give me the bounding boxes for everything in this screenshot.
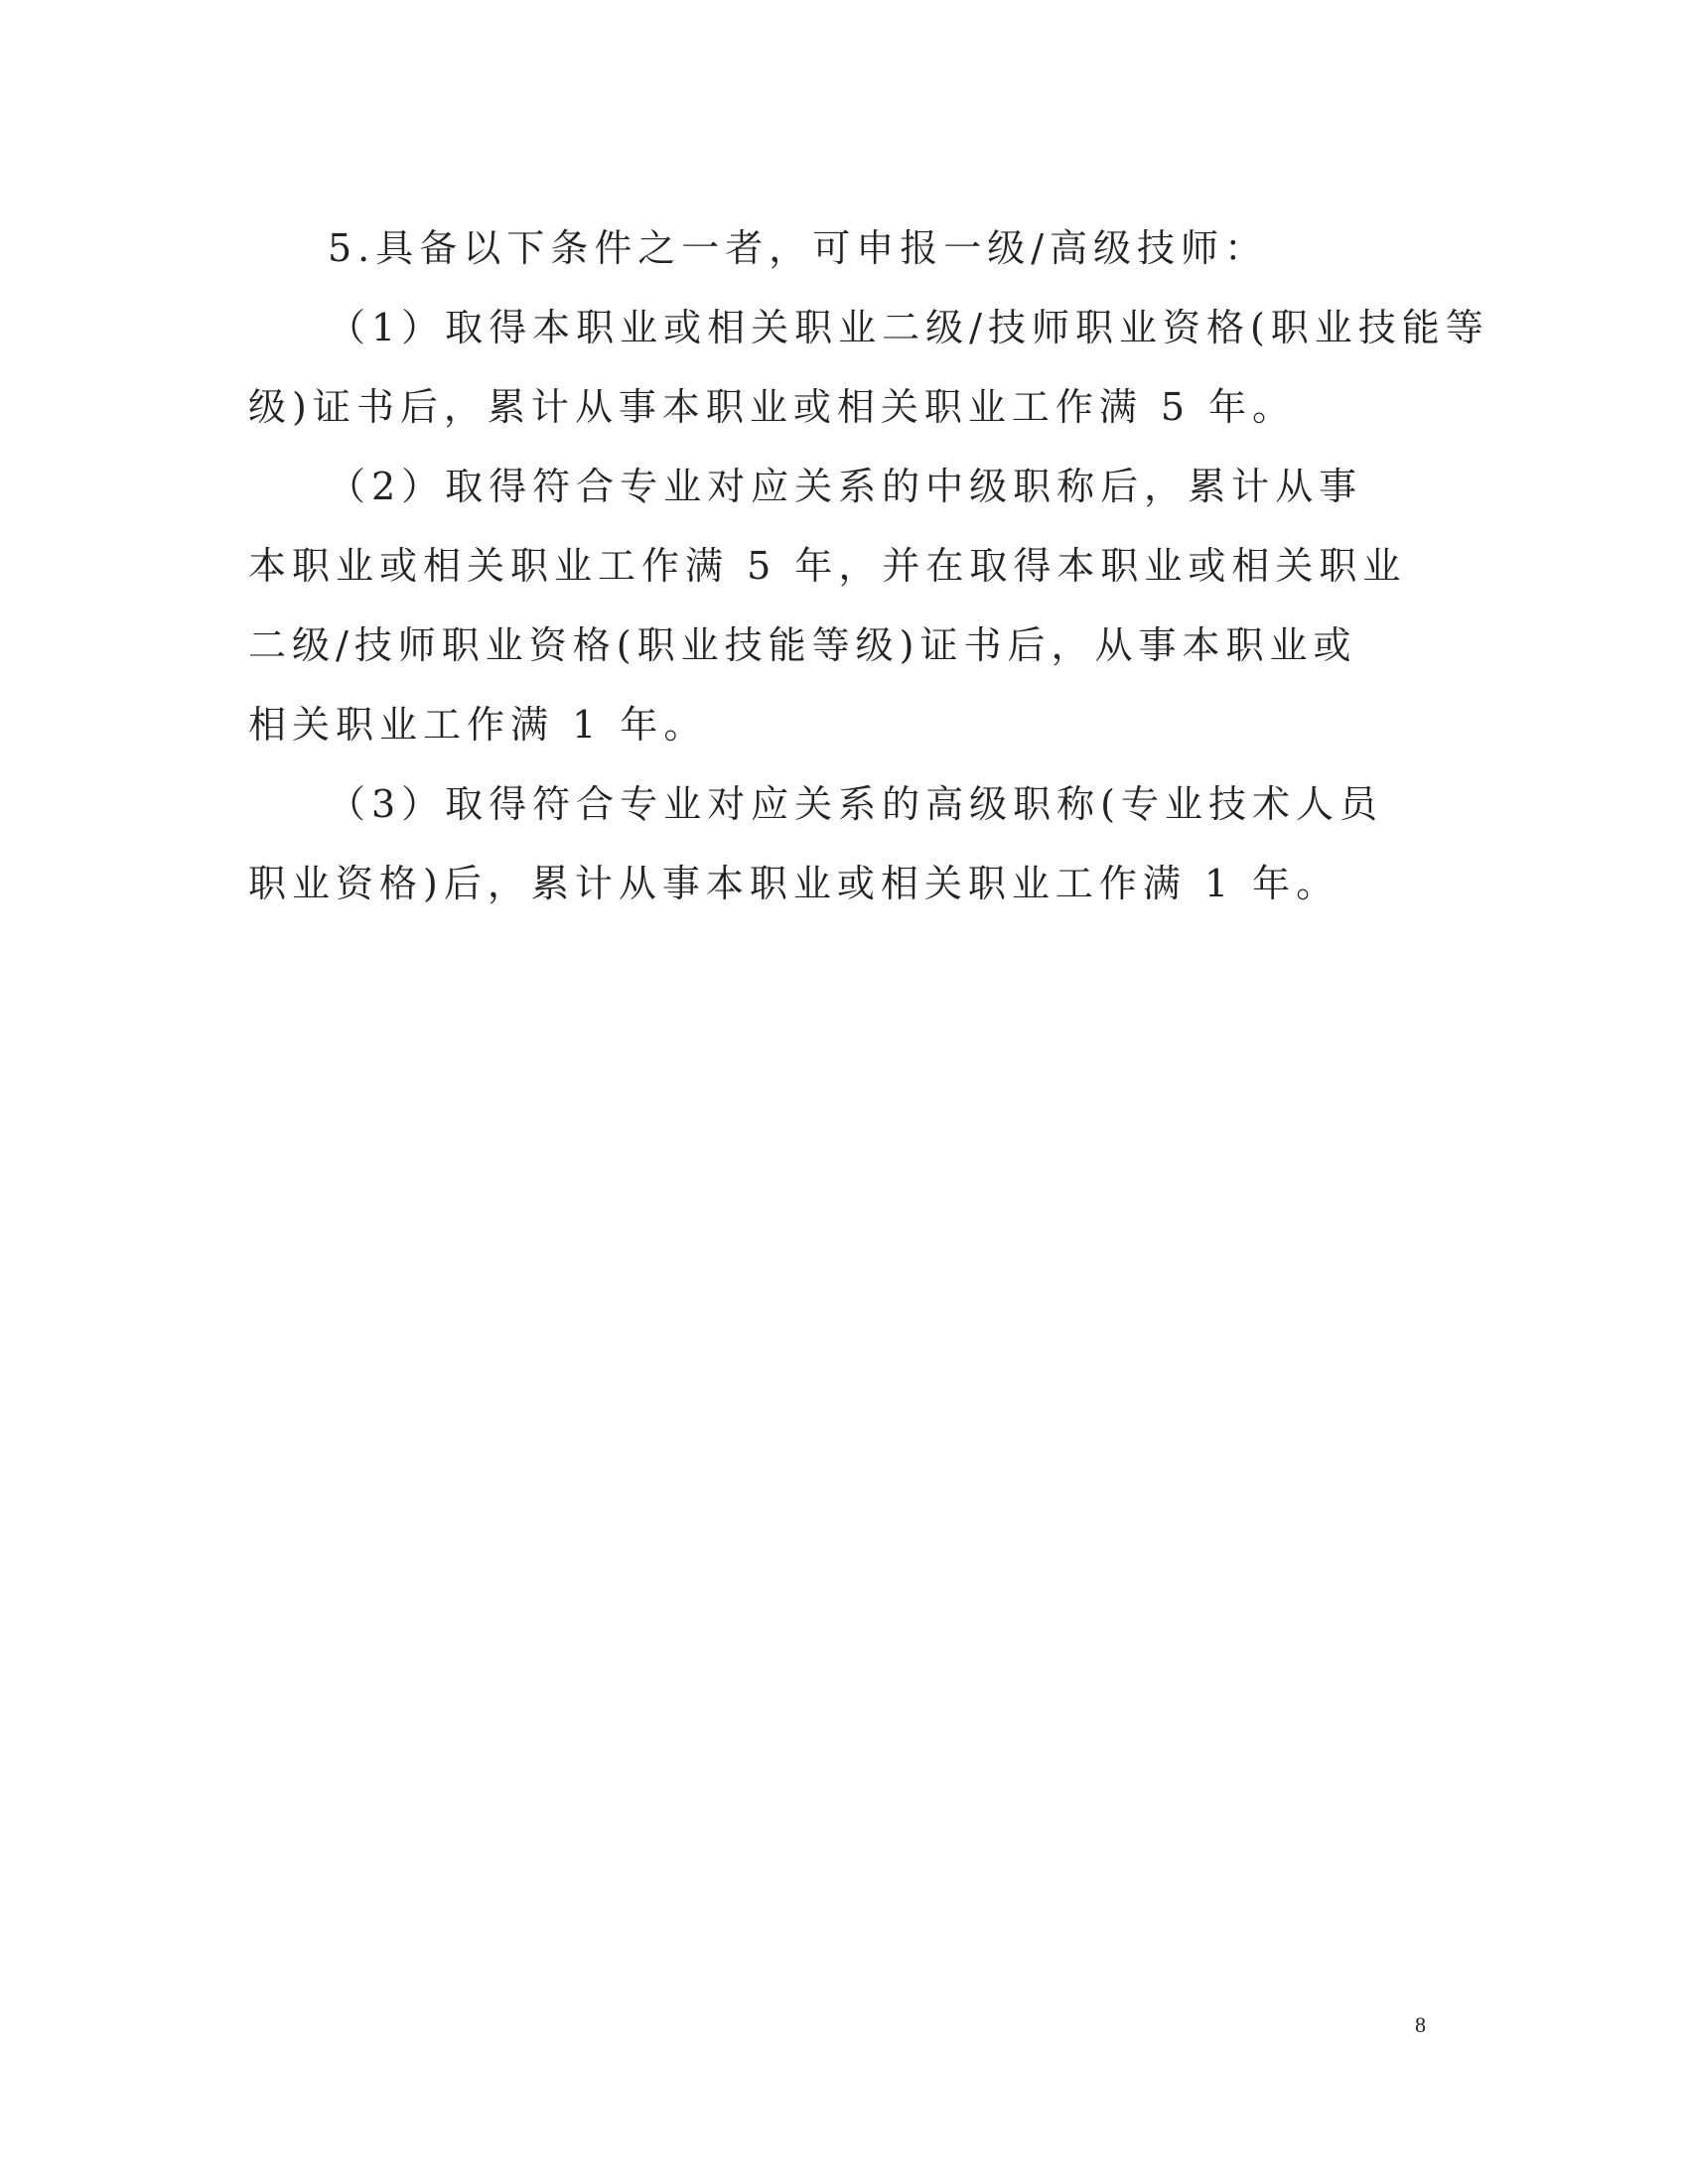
item-1-line-2: 级)证书后，累计从事本职业或相关职业工作满 5 年。 <box>248 385 1297 429</box>
section-heading: 5.具备以下条件之一者，可申报一级/高级技师： <box>328 226 1269 270</box>
item-2-line-4: 相关职业工作满 1 年。 <box>248 703 708 747</box>
item-2-line-2: 本职业或相关职业工作满 5 年，并在取得本职业或相关职业 <box>248 544 1407 588</box>
item-2-line-3: 二级/技师职业资格(职业技能等级)证书后，从事本职业或 <box>248 623 1357 667</box>
item-3-line-2: 职业资格)后，累计从事本职业或相关职业工作满 1 年。 <box>248 862 1340 905</box>
page-number: 8 <box>1415 2012 1426 2037</box>
item-2-line-1: （2）取得符合专业对应关系的中级职称后，累计从事 <box>328 465 1363 508</box>
item-1-line-1: （1）取得本职业或相关职业二级/技师职业资格(职业技能等 <box>328 306 1489 349</box>
item-3-line-1: （3）取得符合专业对应关系的高级职称(专业技术人员 <box>328 782 1384 826</box>
